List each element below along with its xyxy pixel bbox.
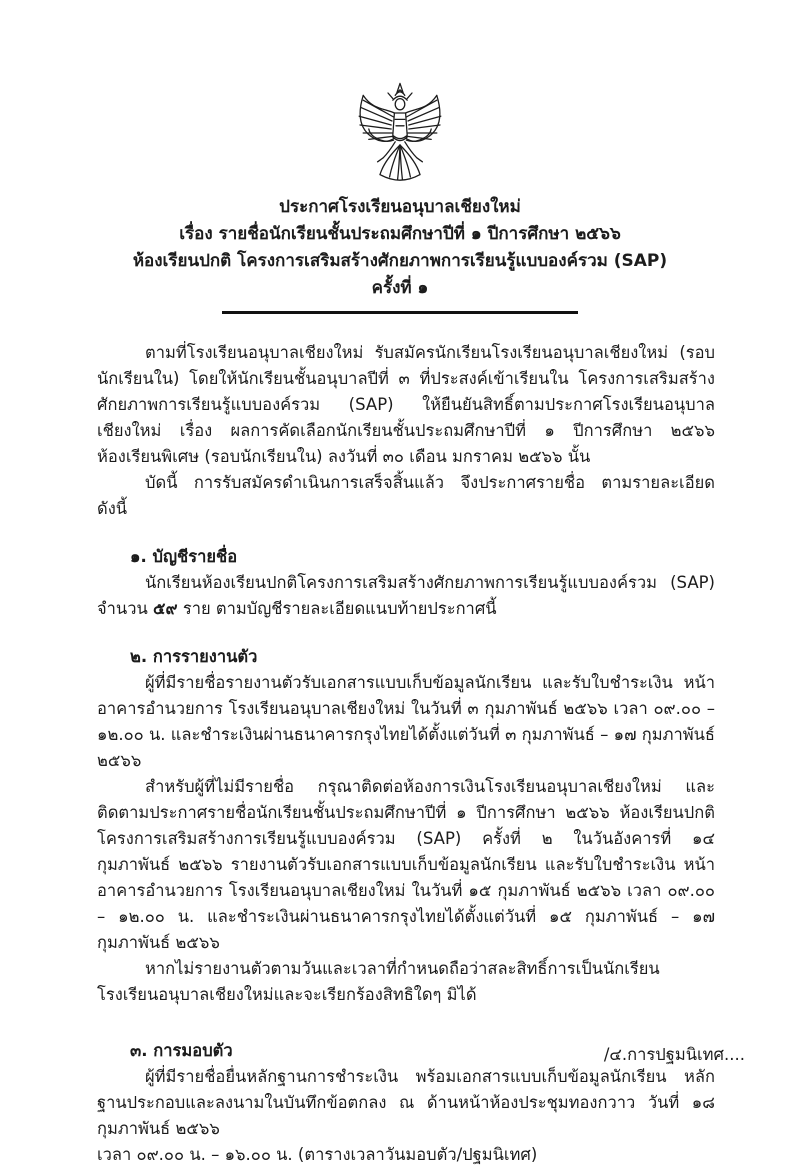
section-3-paragraph-2: เวลา ๐๙.๐๐ น. – ๑๖.๐๐ น. (ตารางเวลาวันมอบตัว/ปฐมนิเทศ) xyxy=(97,1145,538,1164)
title-line-4: ครั้งที่ ๑ xyxy=(371,278,429,298)
announcement-title xyxy=(0,194,800,302)
title-line-2: เรื่อง รายชื่อนักเรียนชั้นประถมศึกษาปีที่ ๑ ปีการศึกษา ๒๕๖๖ xyxy=(179,224,621,244)
document-body xyxy=(0,314,800,1168)
section-3-heading: ๓. การมอบตัว xyxy=(130,1041,233,1060)
section-name-list xyxy=(97,544,715,622)
section-1-heading: ๑. บัญชีรายชื่อ xyxy=(130,547,238,566)
section-3-paragraph-1: ผู้ที่มีรายชื่อยื่นหลักฐานการชำระเงิน พร้อมเอกสารแบบเก็บข้อมูลนักเรียน หลักฐานประกอบและลงนามในบันทึกข้อตกลง ณ ด้านหน้าห้องประชุมทองกวาว วันที่ ๑๘ กุมภาพันธ์ ๒๕๖๖ xyxy=(97,1067,715,1138)
section-2-paragraph-3: หากไม่รายงานตัวตามวันและเวลาที่กำหนดถือว่าสละสิทธิ์การเป็นนักเรียนโรงเรียนอนุบาลเชียงใหม่และจะเรียกร้องสิทธิใดๆ มิได้ xyxy=(97,959,660,1004)
emblem-container xyxy=(0,0,800,186)
section-2-heading: ๒. การรายงานตัว xyxy=(130,647,258,666)
section-2-paragraph-2: สำหรับผู้ที่ไม่มีรายชื่อ กรุณาติดต่อห้องการเงินโรงเรียนอนุบาลเชียงใหม่ และติดตามประกาศรายชื่อนักเรียนชั้นประถมศึกษาปีที่ ๑ ปีการศึกษา ๒๕๖๖ ห้องเรียนปกติโครงการเสริมสร้างการเรียนรู้แบบองค์รวม (SAP) ครั้งที่ ๒ ในวันอังคารที่ ๑๔ กุมภาพันธ์ ๒๕๖๖ รายงานตัวรับเอกสารแบบเก็บข้อมูลนักเรียน และรับใบชำระเงิน หน้าอาคารอำนวยการ โรงเรียนอนุบาลเชียงใหม่ ในวันที่ ๑๕ กุมภาพันธ์ ๒๕๖๖ เวลา ๐๙.๐๐ – ๑๒.๐๐ น. และชำระเงินผ่านธนาคารกรุงไทยได้ตั้งแต่วันที่ ๑๕ กุมภาพันธ์ – ๑๗ กุมภาพันธ์ ๒๕๖๖ xyxy=(97,777,715,952)
section-reporting xyxy=(97,644,715,1008)
garuda-emblem-icon xyxy=(352,80,448,186)
page-continuation-note: /๔.การปฐมนิเทศ.... xyxy=(603,1045,745,1064)
section-1-body xyxy=(97,570,715,622)
title-line-1: ประกาศโรงเรียนอนุบาลเชียงใหม่ xyxy=(279,197,521,217)
section-1-body-prefix: นักเรียนห้องเรียนปกติโครงการเสริมสร้างศักยภาพการเรียนรู้แบบองค์รวม (SAP) จำนวน xyxy=(97,573,715,618)
intro-paragraph-1: ตามที่โรงเรียนอนุบาลเชียงใหม่ รับสมัครนักเรียนโรงเรียนอนุบาลเชียงใหม่ (รอบนักเรียนใน) โดยให้นักเรียนชั้นอนุบาลปีที่ ๓ ที่ประสงค์เข้าเรียนใน โครงการเสริมสร้างศักยภาพการเรียนรู้แบบองค์รวม (SAP) ให้ยืนยันสิทธิ์ตามประกาศโรงเรียนอนุบาลเชียงใหม่ เรื่อง ผลการคัดเลือกนักเรียนชั้นประถมศึกษาปีที่ ๑ ปีการศึกษา ๒๕๖๖ ห้องเรียนพิเศษ (รอบนักเรียนใน) ลงวันที่ ๓๐ เดือน มกราคม ๒๕๖๖ นั้น xyxy=(97,343,715,466)
section-2-paragraph-1: ผู้ที่มีรายชื่อรายงานตัวรับเอกสารแบบเก็บข้อมูลนักเรียน และรับใบชำระเงิน หน้าอาคารอำนวยการ โรงเรียนอนุบาลเชียงใหม่ ในวันที่ ๓ กุมภาพันธ์ ๒๕๖๖ เวลา ๐๙.๐๐ – ๑๒.๐๐ น. และชำระเงินผ่านธนาคารกรุงไทยได้ตั้งแต่วันที่ ๓ กุมภาพันธ์ – ๑๗ กุมภาพันธ์ ๒๕๖๖ xyxy=(97,673,715,770)
student-count-value: ๕๙ xyxy=(153,599,178,618)
intro-paragraph-2: บัดนี้ การรับสมัครดำเนินการเสร็จสิ้นแล้ว จึงประกาศรายชื่อ ตามรายละเอียด ดังนี้ xyxy=(97,473,715,518)
title-line-3: ห้องเรียนปกติ โครงการเสริมสร้างศักยภาพการเรียนรู้แบบองค์รวม (SAP) xyxy=(132,251,668,271)
section-1-body-suffix: ราย ตามบัญชีรายละเอียดแนบท้ายประกาศนี้ xyxy=(177,599,497,618)
